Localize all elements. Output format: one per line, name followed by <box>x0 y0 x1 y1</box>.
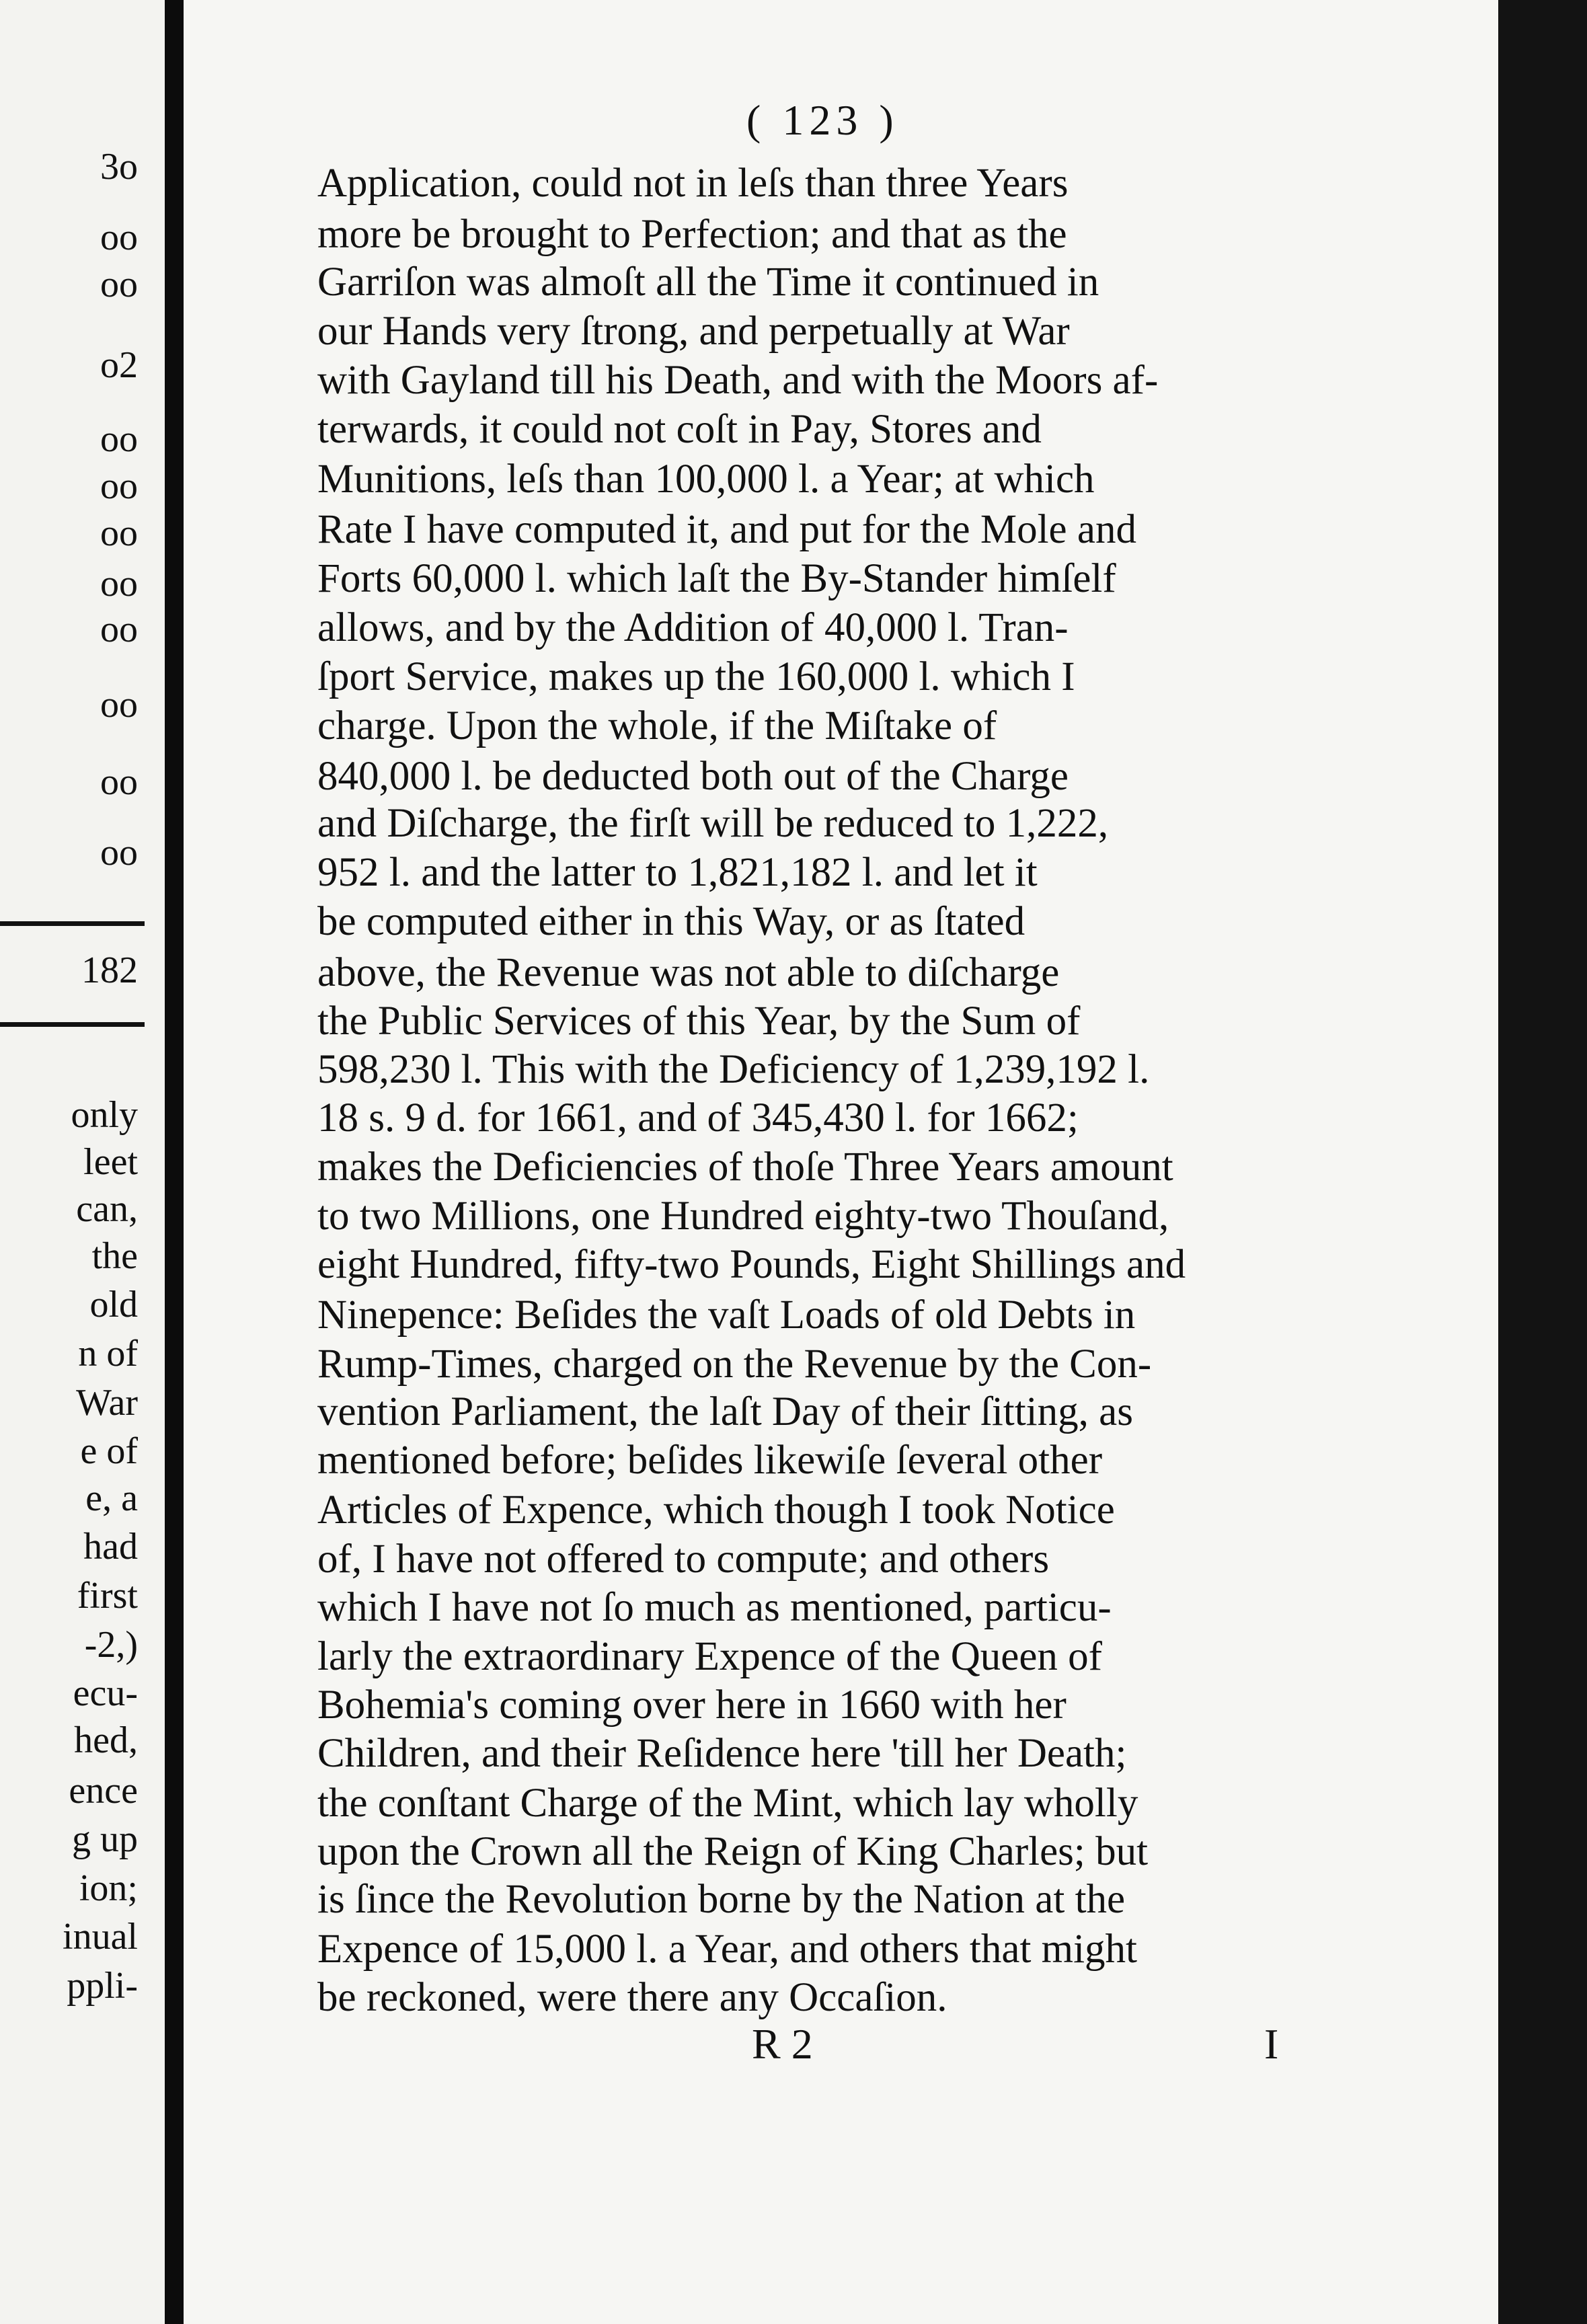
facing-page <box>0 0 165 2324</box>
text-line: and Diſcharge, the firſt will be reduced to 1,222, <box>317 801 1109 846</box>
text-line: Garriſon was almoſt all the Time it continued in <box>317 260 1099 305</box>
text-line: Articles of Expence, which though I took Notice <box>317 1487 1115 1533</box>
text-line: 952 l. and the latter to 1,821,182 l. and let it <box>317 850 1038 895</box>
text-line: Forts 60,000 l. which laſt the By-Stander himſelf <box>317 556 1116 601</box>
facing-page-fragment: oo <box>100 832 138 874</box>
text-line: Rump-Times, charged on the Revenue by the Con- <box>317 1342 1152 1387</box>
facing-page-fragment: 182 <box>81 950 138 991</box>
facing-page-fragment: ion; <box>79 1867 138 1909</box>
book-gutter <box>165 0 184 2324</box>
text-line: 598,230 l. This with the Deficiency of 1,239,192 l. <box>317 1047 1150 1092</box>
text-line: Application, could not in leſs than three Years <box>317 161 1069 206</box>
facing-page-fragment: oo <box>100 609 138 650</box>
facing-page-fragment: hed, <box>74 1719 138 1761</box>
text-line: larly the extraordinary Expence of the Queen of <box>317 1634 1102 1679</box>
text-line: our Hands very ſtrong, and perpetually at War <box>317 309 1070 354</box>
text-line: more be brought to Perfection; and that as the <box>317 212 1067 257</box>
text-line: charge. Upon the whole, if the Miſtake of <box>317 703 997 748</box>
facing-page-fragment: n of <box>78 1333 138 1374</box>
text-line: Munitions, leſs than 100,000 l. a Year; at which <box>317 457 1095 502</box>
page-edge <box>1498 0 1587 2324</box>
text-line: be reckoned, were there any Occaſion. <box>317 1975 947 2020</box>
facing-page-fragment: 3o <box>100 146 138 188</box>
text-line: to two Millions, one Hundred eighty-two Thouſand, <box>317 1194 1169 1239</box>
text-line: Children, and their Reſidence here 'till her Death; <box>317 1731 1127 1776</box>
text-line: with Gayland till his Death, and with the Moors af- <box>317 358 1159 403</box>
text-line: is ſince the Revolution borne by the Nation at the <box>317 1877 1126 1922</box>
facing-page-fragment: e, a <box>85 1477 138 1519</box>
rule-line <box>0 1022 145 1027</box>
facing-page-fragment: o2 <box>100 344 138 386</box>
facing-page-fragment: oo <box>100 684 138 726</box>
facing-page-fragment: oo <box>100 217 138 258</box>
facing-page-fragment: ppli- <box>67 1965 138 2007</box>
text-line: Rate I have computed it, and put for the Mole and <box>317 507 1136 552</box>
facing-page-fragment: -2,) <box>84 1624 138 1666</box>
text-line: mentioned before; beſides likewiſe ſeveral other <box>317 1438 1103 1483</box>
text-line: Bohemia's coming over here in 1660 with her <box>317 1682 1067 1728</box>
facing-page-fragment: the <box>91 1235 138 1277</box>
text-line: makes the Deficiencies of thoſe Three Years amount <box>317 1145 1173 1190</box>
facing-page-fragment: inual <box>63 1916 138 1958</box>
rule-line <box>0 921 145 926</box>
facing-page-fragment: ence <box>69 1770 138 1812</box>
facing-page-fragment: e of <box>80 1430 138 1472</box>
text-line: the Public Services of this Year, by the Sum of <box>317 999 1081 1044</box>
facing-page-fragment: only <box>71 1094 138 1136</box>
signature-mark: R 2 <box>752 2020 813 2068</box>
facing-page-fragment: oo <box>100 418 138 460</box>
text-line: the conſtant Charge of the Mint, which lay wholly <box>317 1781 1138 1826</box>
text-line: above, the Revenue was not able to diſcharge <box>317 950 1060 995</box>
text-line: of, I have not offered to compute; and others <box>317 1537 1050 1582</box>
text-line: be computed either in this Way, or as ſtated <box>317 899 1025 944</box>
text-line: which I have not ſo much as mentioned, particu- <box>317 1585 1112 1630</box>
facing-page-fragment: oo <box>100 465 138 507</box>
facing-page-fragment: oo <box>100 512 138 554</box>
text-line: allows, and by the Addition of 40,000 l. Tran- <box>317 605 1069 650</box>
facing-page-fragment: g up <box>72 1818 138 1860</box>
facing-page-fragment: oo <box>100 563 138 605</box>
facing-page-fragment: ecu- <box>73 1672 138 1714</box>
facing-page-fragment: oo <box>100 761 138 803</box>
catchword: I <box>1264 2020 1279 2068</box>
text-line: eight Hundred, fifty-two Pounds, Eight Shillings and <box>317 1242 1186 1287</box>
text-line: ſport Service, makes up the 160,000 l. which I <box>317 654 1075 699</box>
text-line: terwards, it could not coſt in Pay, Stores and <box>317 407 1042 452</box>
facing-page-fragment: first <box>77 1575 138 1617</box>
text-line: 18 s. 9 d. for 1661, and of 345,430 l. for 1662; <box>317 1095 1079 1140</box>
facing-page-fragment: leet <box>83 1141 138 1183</box>
facing-page-fragment: had <box>83 1526 138 1567</box>
text-line: Ninepence: Beſides the vaſt Loads of old Debts in <box>317 1292 1136 1338</box>
facing-page-fragment: War <box>76 1382 138 1424</box>
text-line: 840,000 l. be deducted both out of the Charge <box>317 754 1069 799</box>
text-line: upon the Crown all the Reign of King Charles; but <box>317 1829 1149 1874</box>
facing-page-fragment: can, <box>76 1188 138 1230</box>
text-line: Expence of 15,000 l. a Year, and others that might <box>317 1927 1137 1972</box>
facing-page-fragment: oo <box>100 264 138 305</box>
page-number: ( 123 ) <box>746 96 899 144</box>
text-line: vention Parliament, the laſt Day of their ſitting, as <box>317 1389 1133 1434</box>
facing-page-fragment: old <box>89 1284 138 1325</box>
